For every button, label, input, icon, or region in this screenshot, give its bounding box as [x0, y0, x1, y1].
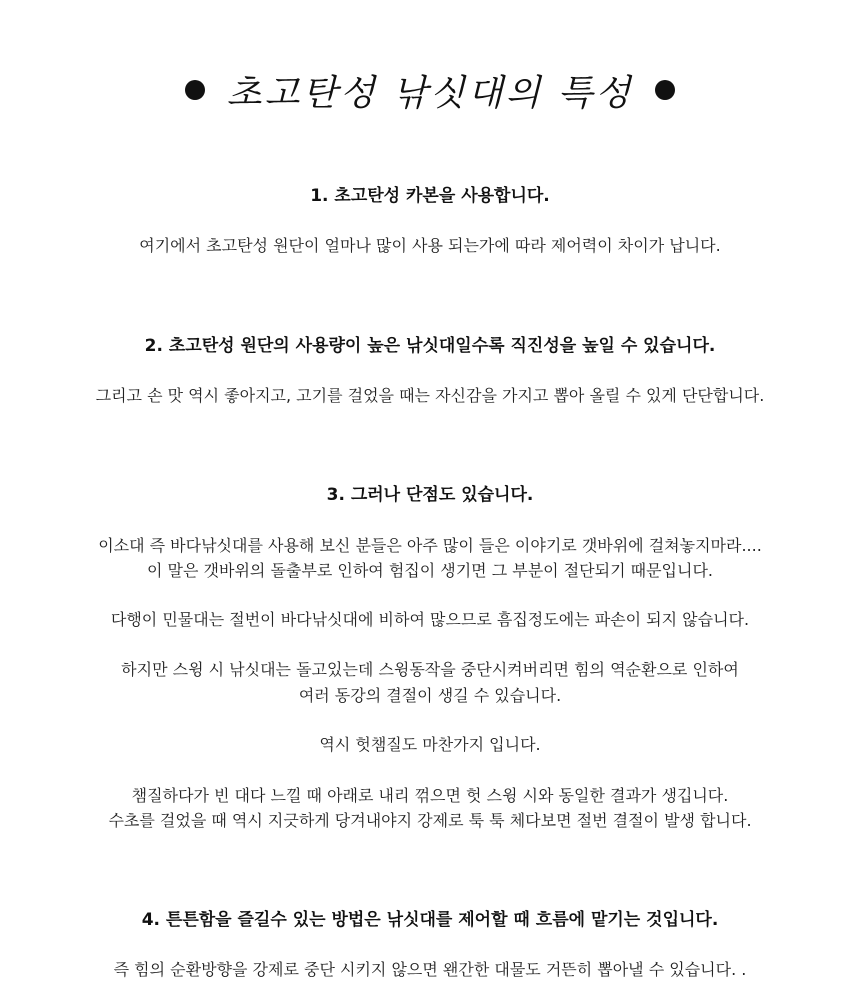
section-3-line-2: 이 말은 갯바위의 돌출부로 인하여 험집이 생기면 그 부분이 절단되기 때문입니다.	[147, 561, 713, 580]
page-title-text: 초고탄성 낚싯대의 특성	[226, 72, 634, 114]
section-3-line-7: 챔질하다가 빈 대다 느낄 때 아래로 내리 꺾으면 헛 스윙 시와 동일한 결과가 생깁니다.	[131, 786, 729, 805]
section-3-line-1: 이소대 즉 바다낚싯대를 사용해 보신 분들은 아주 많이 들은 이야기로 갯바위에 걸쳐놓지마라....	[98, 536, 762, 555]
section-3-heading: 3. 그러나 단점도 있습니다.	[326, 485, 534, 505]
section-4-heading: 4. 튼튼함을 즐길수 있는 방법은 낚싯대를 제어할 때 흐름에 맡기는 것입니다.	[141, 910, 719, 930]
page-title	[0, 60, 860, 120]
section-3-line-8: 수초를 걸었을 때 역시 지긋하게 당겨내야지 강제로 툭 툭 체다보면 절번 결절이 발생 합니다.	[108, 811, 752, 830]
section-3-line-3: 다행이 민물대는 절번이 바다낚싯대에 비하여 많으므로 흠집정도에는 파손이 되지 않습니다.	[110, 610, 750, 629]
section-3-line-6: 역시 헛챔질도 마찬가지 입니다.	[319, 735, 541, 754]
bullet-right-icon	[655, 80, 675, 100]
section-2-heading: 2. 초고탄성 원단의 사용량이 높은 낚싯대일수록 직진성을 높일 수 있습니다.	[144, 336, 716, 356]
bullet-left-icon	[185, 80, 205, 100]
section-4-line-1: 즉 힘의 순환방향을 강제로 중단 시키지 않으면 왠간한 대물도 거뜬히 뽑아낼 수 있습니다. .	[113, 960, 747, 979]
section-2-line-1: 그리고 손 맛 역시 좋아지고, 고기를 걸었을 때는 자신감을 가지고 뽑아 올릴 수 있게 단단합니다.	[95, 386, 765, 405]
section-3-line-4: 하지만 스윙 시 낚싯대는 돌고있는데 스윙동작을 중단시켜버리면 힘의 역순환으로 인하여	[121, 660, 739, 679]
section-3-line-5: 여러 동강의 결절이 생길 수 있습니다.	[298, 686, 562, 705]
section-1-heading: 1. 초고탄성 카본을 사용합니다.	[310, 186, 550, 206]
section-1-line-1: 여기에서 초고탄성 원단이 얼마나 많이 사용 되는가에 따라 제어력이 차이가 납니다.	[139, 236, 721, 255]
